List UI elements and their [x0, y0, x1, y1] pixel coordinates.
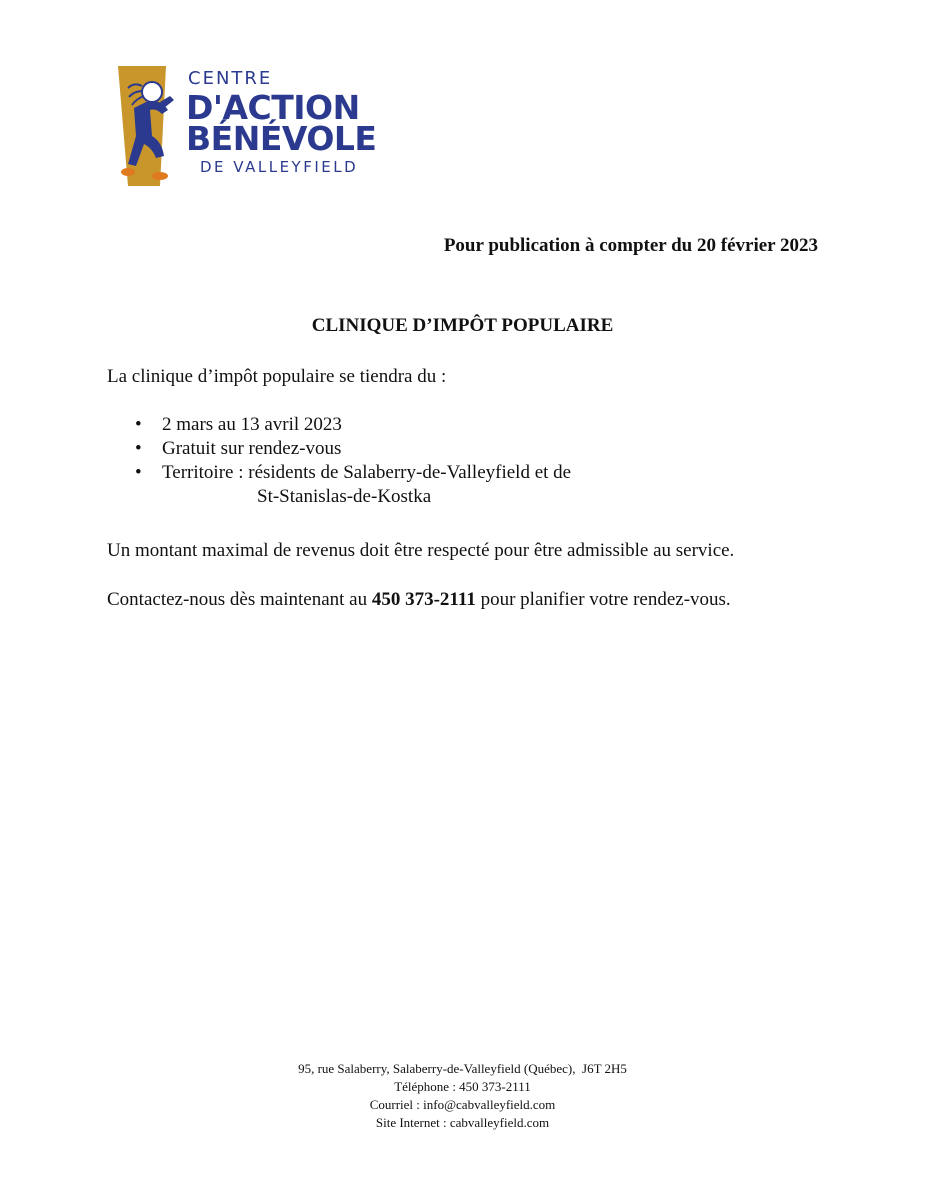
contact-text-after: pour planifier votre rendez-vous. — [475, 589, 731, 610]
list-item — [107, 413, 571, 437]
footer-website: Site Internet : cabvalleyfield.com — [375, 1115, 550, 1130]
list-item — [107, 461, 571, 509]
contact-text-before: Contactez-nous dès maintenant au — [107, 589, 372, 610]
list-item-text: Gratuit sur rendez-vous — [162, 438, 342, 459]
intro-text: La clinique d’impôt populaire se tiendra du : — [107, 366, 447, 387]
contact-paragraph — [107, 589, 731, 611]
bullet-icon: • — [135, 414, 142, 435]
footer — [0, 1060, 925, 1132]
publication-date: Pour publication à compter du 20 février 2023 — [443, 235, 818, 256]
list-item-text: Territoire : résidents de Salaberry-de-Valleyfield et de — [162, 462, 572, 483]
organization-logo — [116, 64, 406, 186]
bullet-icon: • — [135, 462, 142, 483]
eligibility-paragraph: Un montant maximal de revenus doit être respecté pour être admissible au service. — [107, 540, 735, 561]
contact-phone: 450 373-2111 — [371, 589, 476, 610]
logo-line-benevole: BÉNÉVOLE — [186, 119, 377, 158]
logo-line-centre: CENTRE — [188, 68, 273, 89]
footer-email: Courriel : info@cabvalleyfield.com — [369, 1097, 556, 1112]
list-item-text: 2 mars au 13 avril 2023 — [162, 414, 342, 435]
footer-address: 95, rue Salaberry, Salaberry-de-Valleyfield (Québec), J6T 2H5 — [298, 1061, 627, 1076]
bullet-icon: • — [135, 438, 142, 459]
list-item — [107, 437, 571, 461]
volunteer-runner-icon — [116, 64, 180, 186]
list-item-continuation: St-Stanislas-de-Kostka — [257, 486, 432, 507]
document-title: CLINIQUE D’IMPÔT POPULAIRE — [311, 315, 614, 336]
details-list — [107, 413, 571, 509]
logo-line-daction: D'ACTION — [186, 88, 360, 127]
logo-line-de-valleyfield: DE VALLEYFIELD — [200, 158, 359, 176]
footer-phone: Téléphone : 450 373-2111 — [394, 1079, 531, 1094]
